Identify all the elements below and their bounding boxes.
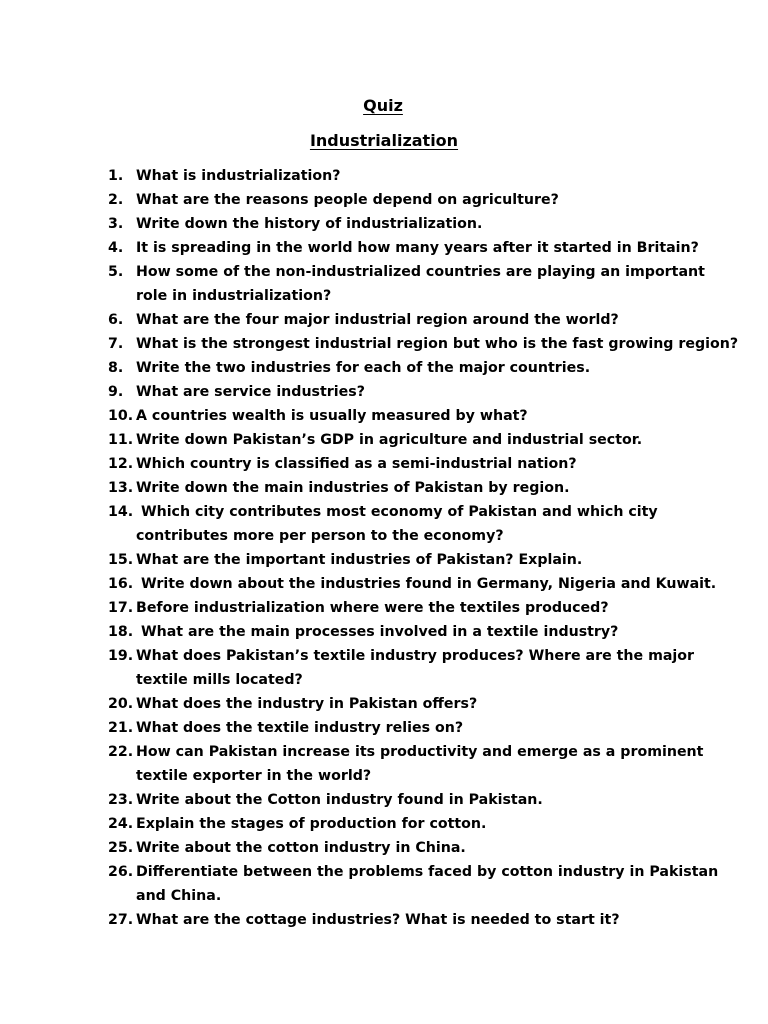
question-text: [136, 908, 620, 932]
question-number: 22.: [108, 744, 134, 760]
question-item: [108, 476, 708, 500]
question-number: 11.: [108, 432, 134, 448]
question-line: Write about the Cotton industry found in Pakistan.: [136, 792, 543, 808]
question-text: [136, 716, 463, 740]
question-number: 12.: [108, 456, 134, 472]
question-number: 6.: [108, 312, 124, 328]
question-item: [108, 572, 717, 596]
question-line: How some of the non-industrialized countries are playing an important: [136, 264, 705, 280]
question-item: [108, 356, 708, 380]
question-text: [136, 260, 705, 308]
question-line: What is the strongest industrial region but who is the fast growing region?: [136, 336, 739, 352]
question-number: 26.: [108, 864, 134, 880]
question-number: 25.: [108, 840, 134, 856]
question-number: 9.: [108, 384, 124, 400]
question-number: 20.: [108, 696, 134, 712]
question-line: It is spreading in the world how many years after it started in Britain?: [136, 240, 699, 256]
question-number: 23.: [108, 792, 134, 808]
question-line: What does Pakistan’s textile industry produces? Where are the major: [136, 648, 695, 664]
question-line: Write down Pakistan’s GDP in agriculture and industrial sector.: [136, 432, 643, 448]
question-item: [108, 332, 739, 356]
question-number: 7.: [108, 336, 124, 352]
question-text: [136, 332, 738, 356]
question-number: 10.: [108, 408, 134, 424]
question-item: [108, 428, 708, 452]
question-item: [108, 692, 708, 716]
question-item: [108, 164, 708, 188]
question-text: [136, 188, 559, 212]
question-line: Write the two industries for each of the major countries.: [136, 360, 591, 376]
question-text: [136, 164, 340, 188]
question-line: What are the reasons people depend on agriculture?: [136, 192, 559, 208]
question-item: [108, 308, 708, 332]
question-line: Explain the stages of production for cotton.: [136, 816, 487, 832]
question-text: [136, 236, 699, 260]
question-number: 2.: [108, 192, 124, 208]
question-line: textile mills located?: [136, 672, 303, 688]
question-number: 17.: [108, 600, 134, 616]
question-text: [136, 356, 590, 380]
question-number: 18.: [108, 624, 134, 640]
question-item: [108, 260, 708, 308]
question-item: [108, 836, 708, 860]
question-text: [136, 740, 703, 788]
question-number: 14.: [108, 504, 134, 520]
question-line: What is industrialization?: [136, 168, 341, 184]
question-text: [136, 572, 716, 596]
question-line: Write down about the industries found in Germany, Nigeria and Kuwait.: [136, 576, 717, 592]
question-item: [108, 716, 708, 740]
question-text: [136, 644, 694, 692]
question-line: What are service industries?: [136, 384, 365, 400]
question-item: [108, 596, 708, 620]
question-item: [108, 500, 708, 548]
question-text: [136, 476, 569, 500]
question-text: [136, 692, 477, 716]
question-number: 5.: [108, 264, 124, 280]
question-line: What are the important industries of Pakistan? Explain.: [136, 552, 583, 568]
question-text: [136, 404, 528, 428]
question-number: 27.: [108, 912, 134, 928]
question-line: What are the main processes involved in a textile industry?: [136, 624, 619, 640]
question-text: [136, 836, 466, 860]
question-text: [136, 428, 642, 452]
question-number: 15.: [108, 552, 134, 568]
question-number: 19.: [108, 648, 134, 664]
question-line: contributes more per person to the economy?: [136, 528, 504, 544]
question-item: [108, 788, 708, 812]
question-line: How can Pakistan increase its productivity and emerge as a prominent: [136, 744, 704, 760]
question-line: Write down the history of industrialization.: [136, 216, 483, 232]
question-text: [136, 548, 582, 572]
question-line: Write down the main industries of Pakistan by region.: [136, 480, 570, 496]
question-line: Differentiate between the problems faced by cotton industry in Pakistan: [136, 864, 719, 880]
question-item: [108, 452, 708, 476]
question-item: [108, 620, 708, 644]
question-text: [136, 620, 618, 644]
question-number: 24.: [108, 816, 134, 832]
question-text: [136, 860, 718, 908]
question-item: [108, 236, 708, 260]
quiz-title: Quiz: [363, 96, 403, 115]
question-item: [108, 740, 708, 788]
question-line: textile exporter in the world?: [136, 768, 372, 784]
question-item: [108, 908, 708, 932]
question-line: What does the textile industry relies on?: [136, 720, 464, 736]
question-line: Which country is classified as a semi-industrial nation?: [136, 456, 577, 472]
question-text: [136, 452, 577, 476]
question-number: 8.: [108, 360, 124, 376]
question-item: [108, 548, 708, 572]
question-number: 21.: [108, 720, 134, 736]
question-text: [136, 380, 365, 404]
question-item: [108, 860, 719, 908]
question-number: 13.: [108, 480, 134, 496]
question-line: and China.: [136, 888, 222, 904]
question-line: role in industrialization?: [136, 288, 332, 304]
question-item: [108, 212, 708, 236]
question-number: 1.: [108, 168, 124, 184]
question-number: 3.: [108, 216, 124, 232]
question-line: Write about the cotton industry in China.: [136, 840, 466, 856]
question-text: [136, 308, 619, 332]
quiz-subtitle: Industrialization: [309, 131, 459, 150]
question-item: [108, 380, 708, 404]
question-item: [108, 188, 708, 212]
question-number: 16.: [108, 576, 134, 592]
question-line: What are the cottage industries? What is needed to start it?: [136, 912, 620, 928]
question-text: [136, 212, 482, 236]
question-line: Which city contributes most economy of Pakistan and which city: [136, 504, 658, 520]
question-item: [108, 812, 708, 836]
question-text: [136, 500, 658, 548]
question-text: [136, 788, 543, 812]
question-list: [108, 164, 739, 932]
question-line: A countries wealth is usually measured by what?: [136, 408, 528, 424]
question-item: [108, 644, 708, 692]
question-text: [136, 812, 486, 836]
question-number: 4.: [108, 240, 124, 256]
question-text: [136, 596, 609, 620]
question-item: [108, 404, 708, 428]
question-line: What does the industry in Pakistan offers?: [136, 696, 478, 712]
question-line: Before industrialization where were the textiles produced?: [136, 600, 609, 616]
question-line: What are the four major industrial region around the world?: [136, 312, 619, 328]
